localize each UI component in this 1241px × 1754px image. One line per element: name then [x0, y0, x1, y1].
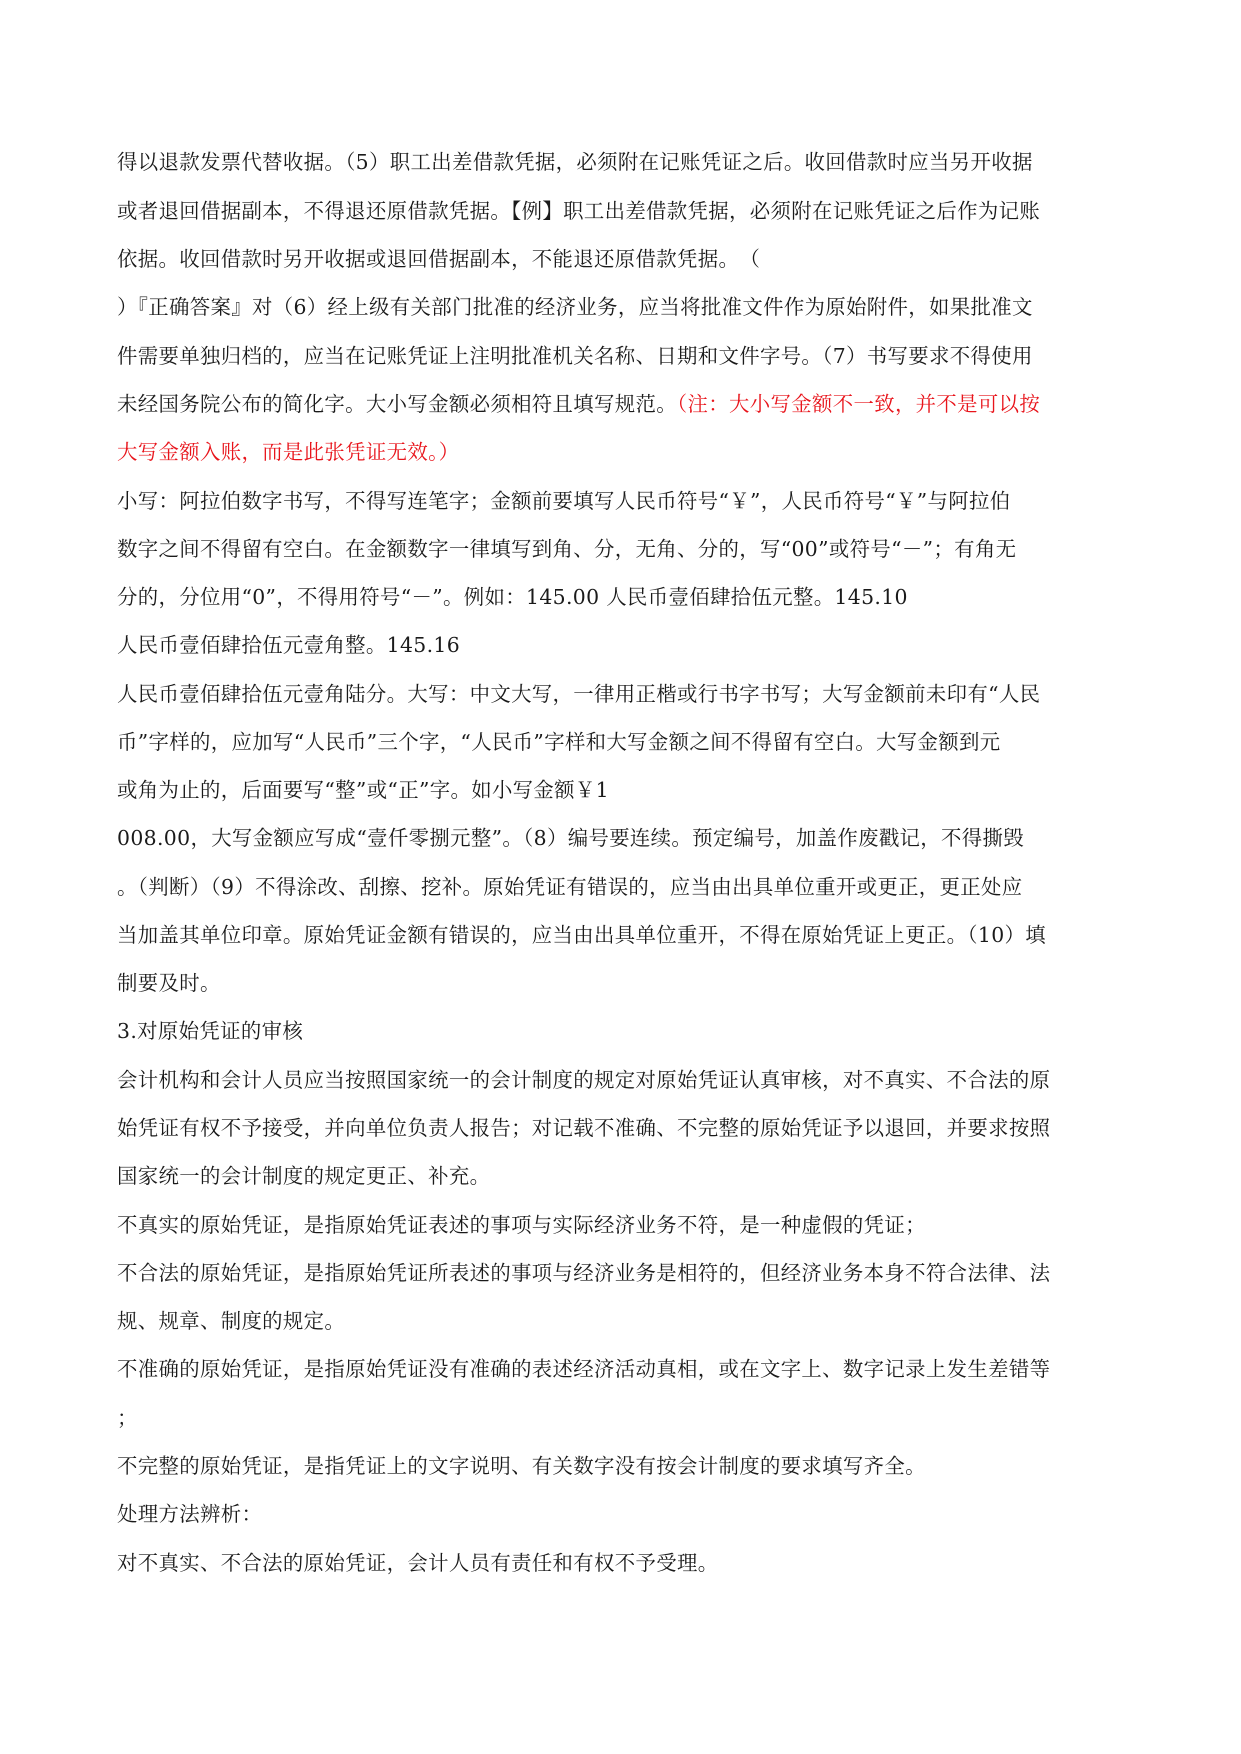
- text-line: [117, 199, 1040, 223]
- body-text: 人民币壹佰肆拾伍元壹角整。145.16: [117, 633, 461, 657]
- body-text: 。（判断）（9）不得涂改、刮擦、挖补。原始凭证有错误的，应当由出具单位重开或更正，更正处应: [117, 875, 1023, 899]
- text-line: [117, 150, 1033, 174]
- text-line: [117, 1406, 138, 1430]
- body-text: 始凭证有权不予接受，并向单位负责人报告；对记载不准确、不完整的原始凭证予以退回，并要求按照: [117, 1116, 1051, 1140]
- body-text: 或角为止的，后面要写“整”或“正”字。如小写金额￥1: [117, 778, 609, 802]
- body-text: 处理方法辨析：: [117, 1502, 263, 1526]
- body-text: 未经国务院公布的简化字。大小写金额必须相符且填写规范。: [117, 392, 677, 416]
- body-text: 依据。收回借款时另开收据或退回借据副本，不能退还原借款凭据。 （: [117, 247, 761, 271]
- body-text: 不准确的原始凭证，是指原始凭证没有准确的表述经济活动真相，或在文字上、数字记录上发生差错等: [117, 1357, 1051, 1381]
- body-text: 不完整的原始凭证，是指凭证上的文字说明、有关数字没有按会计制度的要求填写齐全。: [117, 1454, 926, 1478]
- text-line: [117, 1454, 926, 1478]
- body-text: 或者退回借据副本，不得退还原借款凭据。【例】职工出差借款凭据，必须附在记账凭证之后作为记账: [117, 199, 1041, 223]
- body-text: ；: [117, 1406, 138, 1430]
- text-line: [117, 633, 460, 657]
- text-line: [117, 1164, 490, 1188]
- body-text: 人民币壹佰肆拾伍元壹角陆分。大写：中文大写，一律用正楷或行书字书写；大写金额前未印有“人民: [117, 682, 1041, 706]
- text-line: [117, 1068, 1050, 1092]
- text-line: [117, 1261, 1050, 1285]
- text-line: [117, 826, 1024, 850]
- body-text: 得以退款发票代替收据。（5）职工出差借款凭据，必须附在记账凭证之后。收回借款时应当另开收据: [117, 150, 1033, 174]
- body-text: 当加盖其单位印章。原始凭证金额有错误的，应当由出具单位重开，不得在原始凭证上更正。（10）填: [117, 923, 1047, 947]
- text-line: [117, 440, 459, 464]
- text-line: [117, 247, 760, 271]
- text-line: [117, 778, 609, 802]
- body-text: 数字之间不得留有空白。在金额数字一律填写到角、分，无角、分的，写“00”或符号“－”；有角无: [117, 537, 1017, 561]
- text-line: [117, 344, 1033, 368]
- body-text: 不真实的原始凭证，是指原始凭证表述的事项与实际经济业务不符，是一种虚假的凭证；: [117, 1213, 926, 1237]
- text-line: [117, 1116, 1050, 1140]
- body-text: 币”字样的，应加写“人民币”三个字，“人民币”字样和大写金额之间不得留有空白。大写金额到元: [117, 730, 1001, 754]
- text-line: [117, 1309, 345, 1333]
- text-line: [117, 537, 1016, 561]
- text-line: [117, 392, 1040, 416]
- body-text: 分的，分位用“0”，不得用符号“－”。例如：145.00 人民币壹佰肆拾伍元整。145.10: [117, 585, 908, 609]
- body-text: ）『正确答案』对（6）经上级有关部门批准的经济业务，应当将批准文件作为原始附件，如果批准文: [117, 295, 1033, 319]
- text-line: [117, 730, 1001, 754]
- body-text: 不合法的原始凭证，是指原始凭证所表述的事项与经济业务是相符的，但经济业务本身不符合法律、法: [117, 1261, 1051, 1285]
- text-line: [117, 295, 1033, 319]
- body-text: 制要及时。: [117, 971, 221, 995]
- note-red-text: （注：大小写金额不一致，并不是可以按: [677, 392, 1041, 416]
- text-line: [117, 1551, 718, 1575]
- text-line: [117, 875, 1023, 899]
- body-text: 3.对原始凭证的审核: [117, 1019, 304, 1043]
- body-text: 件需要单独归档的，应当在记账凭证上注明批准机关名称、日期和文件字号。（7）书写要求不得使用: [117, 344, 1033, 368]
- body-text: 规、规章、制度的规定。: [117, 1309, 346, 1333]
- text-line: [117, 682, 1040, 706]
- body-text: 008.00，大写金额应写成“壹仟零捌元整”。（8）编号要连续。预定编号，加盖作废戳记，不得撕毁: [117, 826, 1024, 850]
- text-line: [117, 923, 1046, 947]
- text-line: [117, 489, 1010, 513]
- note-red-text: 大写金额入账，而是此张凭证无效。）: [117, 440, 460, 464]
- body-text: 小写：阿拉伯数字书写，不得写连笔字；金额前要填写人民币符号“￥”，人民币符号“￥”与阿拉伯: [117, 489, 1011, 513]
- text-line: [117, 1502, 262, 1526]
- text-line: [117, 971, 221, 995]
- text-line: [117, 1019, 303, 1043]
- body-text: 国家统一的会计制度的规定更正、补充。: [117, 1164, 491, 1188]
- text-line: [117, 585, 908, 609]
- text-line: [117, 1357, 1050, 1381]
- body-text: 对不真实、不合法的原始凭证，会计人员有责任和有权不予受理。: [117, 1551, 719, 1575]
- body-text: 会计机构和会计人员应当按照国家统一的会计制度的规定对原始凭证认真审核，对不真实、不合法的原: [117, 1068, 1051, 1092]
- text-line: [117, 1213, 926, 1237]
